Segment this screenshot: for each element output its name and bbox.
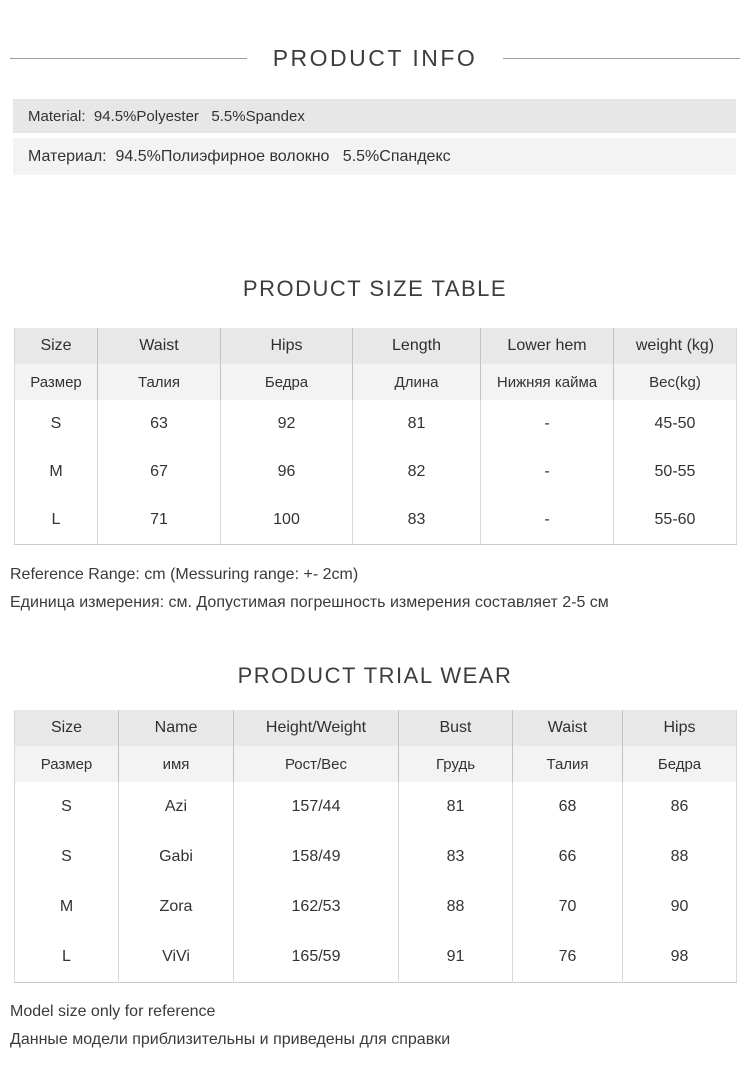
col-header-weight-ru: Вес(kg) (614, 364, 737, 400)
col-header-waist: Waist (513, 710, 623, 746)
cell: 162/53 (234, 882, 399, 932)
col-header-bust-ru: Грудь (399, 746, 513, 782)
col-header-hips: Hips (623, 710, 737, 746)
trial-row-zora (15, 882, 737, 932)
cell: 86 (623, 782, 737, 832)
cell: Zora (119, 882, 234, 932)
col-header-lower-hem-ru: Нижняя кайма (481, 364, 614, 400)
trial-wear-title: PRODUCT TRIAL WEAR (237, 663, 513, 688)
size-row-s (15, 400, 737, 448)
cell: 70 (513, 882, 623, 932)
cell: 88 (399, 882, 513, 932)
trial-wear-table (14, 710, 737, 983)
cell: - (481, 400, 614, 448)
size-table-title: PRODUCT SIZE TABLE (242, 276, 508, 301)
trial-row-azi (15, 782, 737, 832)
cell: M (15, 882, 119, 932)
cell: Azi (119, 782, 234, 832)
material-row-ru: Материал: 94.5%Полиэфирное волокно 5.5%Спандекс (13, 138, 736, 175)
size-table-header-ru (15, 364, 737, 400)
col-header-name-ru: имя (119, 746, 234, 782)
col-header-waist: Waist (98, 328, 221, 364)
col-header-weight: weight (kg) (614, 328, 737, 364)
cell: 157/44 (234, 782, 399, 832)
cell: 66 (513, 832, 623, 882)
size-table-header-en (15, 328, 737, 364)
col-header-waist-ru: Талия (513, 746, 623, 782)
size-row-l (15, 496, 737, 544)
cell: 91 (399, 932, 513, 982)
cell: 82 (353, 448, 481, 496)
cell: L (15, 496, 98, 544)
cell: ViVi (119, 932, 234, 982)
col-header-name: Name (119, 710, 234, 746)
cell: 63 (98, 400, 221, 448)
col-header-size-ru: Размер (15, 364, 98, 400)
cell: 83 (399, 832, 513, 882)
size-table (14, 328, 737, 545)
product-info-header (10, 45, 740, 72)
cell: S (15, 782, 119, 832)
cell: 81 (399, 782, 513, 832)
title-line-right (503, 58, 740, 59)
cell: L (15, 932, 119, 982)
model-note-en: Model size only for reference (10, 1003, 216, 1020)
col-header-length: Length (353, 328, 481, 364)
cell: 71 (98, 496, 221, 544)
title-line-left (10, 58, 247, 59)
trial-row-vivi (15, 932, 737, 982)
cell: M (15, 448, 98, 496)
product-info-title: PRODUCT INFO (272, 45, 478, 71)
cell: 55-60 (614, 496, 737, 544)
cell: - (481, 448, 614, 496)
cell: Gabi (119, 832, 234, 882)
cell: 45-50 (614, 400, 737, 448)
cell: 81 (353, 400, 481, 448)
cell: 158/49 (234, 832, 399, 882)
cell: S (15, 832, 119, 882)
cell: 92 (221, 400, 353, 448)
col-header-height-weight: Height/Weight (234, 710, 399, 746)
col-header-hips: Hips (221, 328, 353, 364)
model-note-ru: Данные модели приблизительны и приведены для справки (10, 1031, 451, 1048)
cell: - (481, 496, 614, 544)
col-header-size-ru: Размер (15, 746, 119, 782)
cell: 68 (513, 782, 623, 832)
cell: 165/59 (234, 932, 399, 982)
col-header-hips-ru: Бедра (623, 746, 737, 782)
cell: 88 (623, 832, 737, 882)
size-note-en: Reference Range: cm (Messuring range: +- 2cm) (10, 566, 359, 583)
cell: 98 (623, 932, 737, 982)
material-row-en: Material: 94.5%Polyester 5.5%Spandex (13, 99, 736, 133)
cell: S (15, 400, 98, 448)
cell: 76 (513, 932, 623, 982)
size-note-ru: Единица измерения: см. Допустимая погрешность измерения составляет 2-5 см (10, 594, 609, 611)
col-header-lower-hem: Lower hem (481, 328, 614, 364)
cell: 100 (221, 496, 353, 544)
col-header-bust: Bust (399, 710, 513, 746)
trial-table-header-ru (15, 746, 737, 782)
col-header-waist-ru: Талия (98, 364, 221, 400)
col-header-length-ru: Длина (353, 364, 481, 400)
cell: 90 (623, 882, 737, 932)
cell: 67 (98, 448, 221, 496)
cell: 83 (353, 496, 481, 544)
trial-table-header-en (15, 710, 737, 746)
size-row-m (15, 448, 737, 496)
trial-row-gabi (15, 832, 737, 882)
col-header-size: Size (15, 710, 119, 746)
col-header-hips-ru: Бедра (221, 364, 353, 400)
col-header-size: Size (15, 328, 98, 364)
cell: 96 (221, 448, 353, 496)
col-header-height-weight-ru: Рост/Вес (234, 746, 399, 782)
cell: 50-55 (614, 448, 737, 496)
